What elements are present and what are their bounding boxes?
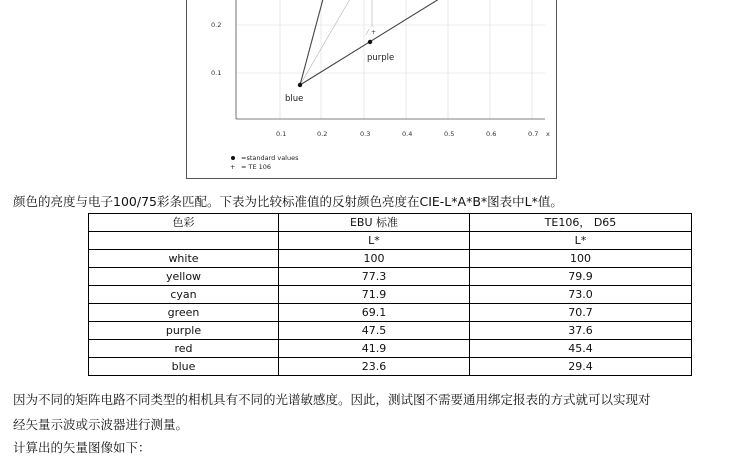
header-color: 色彩 — [89, 214, 279, 232]
x-tick-0.5: 0.5 — [444, 130, 455, 138]
chromaticity-diagram-svg — [187, 0, 558, 180]
caption: 颜色的亮度与电子100/75彩条匹配。下表为比较标准值的反射颜色亮度在CIE-L*A*B*图表中L*值。 — [13, 194, 563, 209]
cell-te106: 100 — [470, 250, 692, 268]
table-row — [89, 340, 692, 358]
cell-color: yellow — [89, 268, 279, 286]
table-header-row — [89, 214, 692, 232]
x-tick-0.2: 0.2 — [317, 130, 328, 138]
cell-color: blue — [89, 358, 279, 376]
cell-ebu: 71.9 — [279, 286, 470, 304]
paragraph-line-3: 计算出的矢量图像如下： — [13, 440, 151, 455]
table-row — [89, 268, 692, 286]
subheader-color — [89, 232, 279, 250]
legend-dot-icon — [231, 156, 235, 160]
x-tick-0.1: 0.1 — [276, 130, 287, 138]
cell-te106: 73.0 — [470, 286, 692, 304]
x-tick-0.6: 0.6 — [486, 130, 497, 138]
cell-color: cyan — [89, 286, 279, 304]
x-tick-0.4: 0.4 — [402, 130, 413, 138]
legend-plus-icon: + — [230, 163, 236, 171]
table-row — [89, 358, 692, 376]
table-row — [89, 250, 692, 268]
cell-color: green — [89, 304, 279, 322]
cell-te106: 37.6 — [470, 322, 692, 340]
cell-ebu: 41.9 — [279, 340, 470, 358]
cell-te106: 45.4 — [470, 340, 692, 358]
header-te106: TE106， D65 — [470, 214, 692, 232]
legend-standard: =standard values — [241, 154, 299, 162]
cell-te106: 70.7 — [470, 304, 692, 322]
header-ebu: EBU 标准 — [279, 214, 470, 232]
luminance-table — [88, 213, 692, 376]
subheader-ebu: L* — [279, 232, 470, 250]
blue-point — [298, 83, 302, 87]
purple-label: purple — [367, 53, 395, 63]
cell-te106: 79.9 — [470, 268, 692, 286]
cell-ebu: 69.1 — [279, 304, 470, 322]
y-tick-0.2: 0.2 — [211, 21, 222, 29]
table-row — [89, 322, 692, 340]
cell-ebu: 47.5 — [279, 322, 470, 340]
table-row — [89, 304, 692, 322]
x-axis-label: x — [546, 130, 550, 138]
te106-marker: + — [371, 29, 377, 36]
paragraph-line-1: 因为不同的矩阵电路不同类型的相机具有不同的光谱敏感度。因此，测试图不需要通用绑定报表的方式就可以实现对 — [13, 392, 651, 407]
y-tick-0.1: 0.1 — [211, 69, 222, 77]
purple-point — [368, 40, 372, 44]
table-subheader-row — [89, 232, 692, 250]
cell-color: white — [89, 250, 279, 268]
subheader-te106: L* — [470, 232, 692, 250]
paragraph-line-2: 经矢量示波或示波器进行测量。 — [13, 417, 189, 432]
cell-te106: 29.4 — [470, 358, 692, 376]
legend-te106: = TE 106 — [241, 163, 272, 171]
table-row — [89, 286, 692, 304]
x-tick-0.7: 0.7 — [528, 130, 539, 138]
cell-ebu: 100 — [279, 250, 470, 268]
x-tick-0.3: 0.3 — [360, 130, 371, 138]
cell-color: purple — [89, 322, 279, 340]
cell-ebu: 23.6 — [279, 358, 470, 376]
cell-ebu: 77.3 — [279, 268, 470, 286]
chromaticity-diagram-figure — [186, 0, 557, 179]
blue-label: blue — [285, 94, 304, 104]
cell-color: red — [89, 340, 279, 358]
